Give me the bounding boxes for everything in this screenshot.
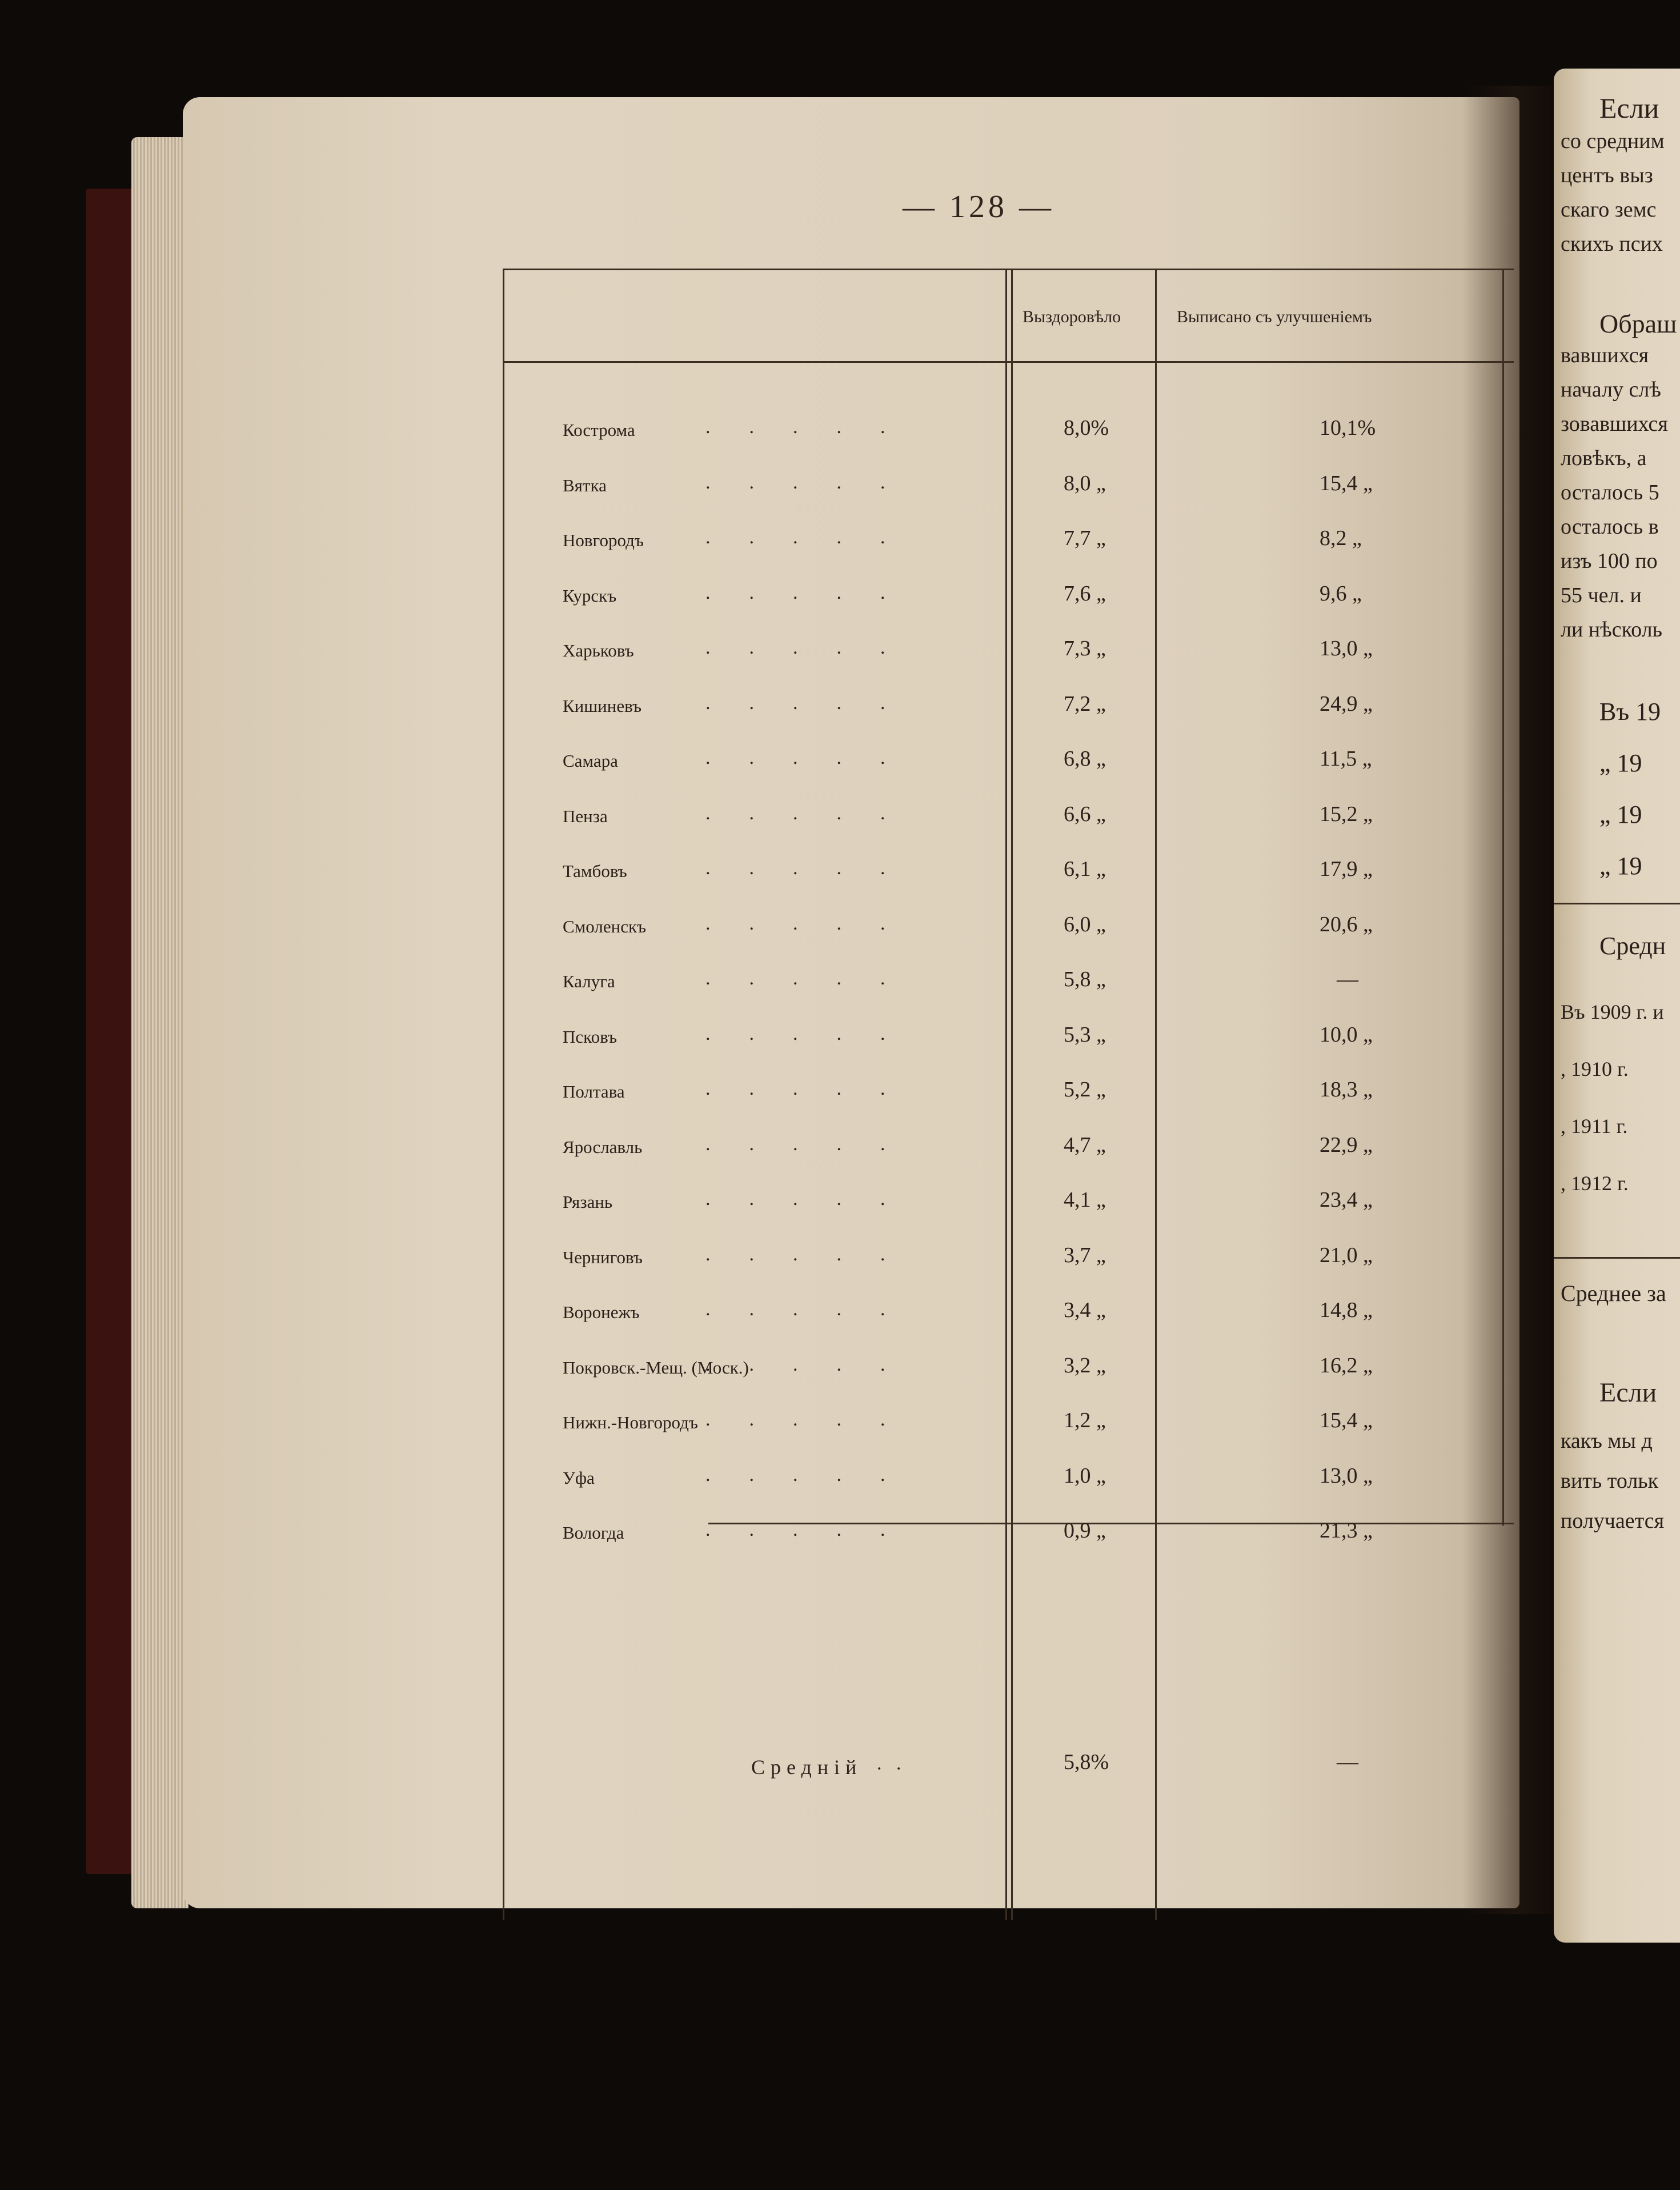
row-improved: 15,2 „ — [1320, 802, 1373, 826]
right-page-line: „ 19 — [1599, 852, 1642, 880]
row-dots: . . . . . — [705, 1354, 885, 1375]
row-recovered: 4,1 „ — [1064, 1188, 1106, 1212]
row-city: Смоленскъ — [563, 916, 647, 936]
right-page-line: скихъ псих — [1561, 232, 1663, 256]
row-dots: . . . . . — [705, 1188, 885, 1210]
row-city: Кишиневъ — [563, 696, 641, 716]
row-improved: 16,2 „ — [1320, 1354, 1373, 1378]
row-recovered: 8,0% — [1064, 416, 1109, 440]
row-city: Воронежъ — [563, 1302, 640, 1322]
row-improved: 15,4 „ — [1320, 471, 1373, 495]
row-improved: 9,6 „ — [1320, 582, 1362, 606]
page-number: — 128 — — [903, 189, 1054, 225]
row-dots: . . . . . — [705, 1464, 885, 1486]
row-improved: 18,3 „ — [1320, 1078, 1373, 1102]
row-city: Ярославль — [563, 1137, 643, 1157]
row-improved: 10,0 „ — [1320, 1023, 1373, 1047]
row-recovered: 6,0 „ — [1064, 912, 1106, 936]
row-improved: 15,4 „ — [1320, 1408, 1373, 1432]
right-page-line: получается — [1561, 1509, 1665, 1533]
header-recovered: Выздоровѣло — [1023, 307, 1121, 326]
right-page — [1554, 69, 1680, 1943]
row-improved: 20,6 „ — [1320, 912, 1373, 936]
right-page-line: центъ выз — [1561, 163, 1653, 187]
row-dots: . . . . . — [705, 637, 885, 658]
row-city: Пенза — [563, 806, 608, 826]
row-recovered: 8,0 „ — [1064, 471, 1106, 495]
right-page-line: осталось в — [1561, 515, 1659, 539]
right-page-line: изъ 100 по — [1561, 549, 1658, 573]
row-dots: . . . . . — [705, 913, 885, 934]
row-city: Новгородъ — [563, 530, 644, 550]
row-dots: . . . . . — [705, 1299, 885, 1320]
row-dots: . . . . . — [705, 1078, 885, 1099]
average-improved: — — [1337, 1750, 1358, 1774]
row-dots: . . . . . — [705, 1023, 885, 1044]
row-improved: 8,2 „ — [1320, 526, 1362, 550]
column-rule-2 — [1155, 269, 1157, 1920]
row-dots: . . . . . — [705, 803, 885, 824]
column-rule-1b — [1011, 269, 1013, 1920]
row-recovered: 7,7 „ — [1064, 526, 1106, 550]
row-city: Нижн.-Новгородъ — [563, 1412, 698, 1432]
row-dots: . . . . . — [705, 1244, 885, 1265]
row-recovered: 3,7 „ — [1064, 1243, 1106, 1267]
row-dots: . . . . . — [705, 472, 885, 493]
right-page-line: Въ 19 — [1599, 698, 1661, 726]
row-improved: — — [1337, 967, 1358, 991]
row-recovered: 7,2 „ — [1064, 692, 1106, 716]
table-right-rule — [1502, 269, 1504, 1526]
row-improved: 10,1% — [1320, 416, 1376, 440]
row-recovered: 6,8 „ — [1064, 747, 1106, 771]
right-page-rule — [1554, 903, 1680, 904]
row-city: Рязань — [563, 1192, 613, 1212]
right-page-line: вавшихся — [1561, 343, 1649, 367]
row-dots: . . . . . — [705, 692, 885, 714]
row-recovered: 1,2 „ — [1064, 1408, 1106, 1432]
row-city: Кострома — [563, 420, 635, 440]
right-page-line: 55 чел. и — [1561, 583, 1642, 607]
page-stack-edge — [131, 137, 189, 1908]
row-improved: 21,0 „ — [1320, 1243, 1373, 1267]
row-recovered: 0,9 „ — [1064, 1519, 1106, 1543]
right-page-line: Обраш — [1599, 309, 1677, 338]
row-recovered: 5,3 „ — [1064, 1023, 1106, 1047]
row-recovered: 3,2 „ — [1064, 1354, 1106, 1378]
row-dots: . . . . . — [705, 858, 885, 879]
right-page-line: вить тольк — [1561, 1469, 1659, 1493]
row-city: Вятка — [563, 475, 607, 495]
right-page-line: „ 19 — [1599, 800, 1642, 828]
right-page-line: зовавшихся — [1561, 412, 1668, 436]
row-city: Калуга — [563, 971, 615, 991]
row-dots: . . . . . — [705, 1409, 885, 1430]
row-recovered: 5,2 „ — [1064, 1078, 1106, 1102]
right-page-line: со средним — [1561, 129, 1665, 153]
row-improved: 13,0 „ — [1320, 1464, 1373, 1488]
row-city: Полтава — [563, 1082, 625, 1102]
right-page-line: ли нѣсколь — [1561, 618, 1662, 642]
right-page-rule — [1554, 1257, 1680, 1259]
row-recovered: 6,6 „ — [1064, 802, 1106, 826]
row-recovered: 7,6 „ — [1064, 582, 1106, 606]
right-page-line: , 1911 г. — [1561, 1115, 1628, 1138]
row-dots: . . . . . — [705, 417, 885, 438]
row-dots: . . . . . — [705, 1134, 885, 1155]
row-improved: 24,9 „ — [1320, 692, 1373, 716]
row-city: Курскъ — [563, 586, 617, 606]
row-dots: . . . . . — [705, 527, 885, 548]
table-left-rule — [503, 269, 504, 1920]
right-page-line: Средн — [1599, 932, 1666, 960]
header-rule — [503, 361, 1514, 363]
row-city: Тамбовъ — [563, 861, 627, 881]
right-page-line: Если — [1599, 92, 1659, 124]
right-page-line: Среднее за — [1561, 1280, 1666, 1306]
row-city: Черниговъ — [563, 1247, 643, 1267]
right-page-line: скаго земс — [1561, 198, 1657, 222]
right-page-line: , 1910 г. — [1561, 1058, 1629, 1080]
right-page-line: осталось 5 — [1561, 481, 1659, 505]
row-city: Уфа — [563, 1468, 595, 1488]
row-city: Псковъ — [563, 1027, 618, 1047]
row-improved: 13,0 „ — [1320, 636, 1373, 660]
book-gutter — [1462, 86, 1554, 1914]
row-improved: 14,8 „ — [1320, 1298, 1373, 1322]
row-city: Вологда — [563, 1523, 624, 1543]
row-dots: . . . . . — [705, 968, 885, 989]
row-recovered: 3,4 „ — [1064, 1298, 1106, 1322]
row-improved: 17,9 „ — [1320, 857, 1373, 881]
header-improved: Выписано съ улучшеніемъ — [1177, 307, 1372, 326]
row-city: Самара — [563, 751, 618, 771]
row-improved: 11,5 „ — [1320, 747, 1372, 771]
column-rule-1a — [1005, 269, 1007, 1920]
row-improved: 23,4 „ — [1320, 1188, 1373, 1212]
row-improved: 22,9 „ — [1320, 1133, 1373, 1157]
row-recovered: 1,0 „ — [1064, 1464, 1106, 1488]
average-dots: . . — [877, 1753, 901, 1774]
row-city: Харьковъ — [563, 640, 634, 660]
row-dots: . . . . . — [705, 747, 885, 768]
right-page-line: началу слѣ — [1561, 378, 1661, 402]
left-page — [183, 97, 1519, 1908]
row-recovered: 7,3 „ — [1064, 636, 1106, 660]
row-improved: 21,3 „ — [1320, 1519, 1373, 1543]
right-page-line: „ 19 — [1599, 749, 1642, 777]
table-top-rule — [503, 269, 1514, 270]
average-label: Средній — [751, 1756, 863, 1779]
row-recovered: 6,1 „ — [1064, 857, 1106, 881]
right-page-line: , 1912 г. — [1561, 1172, 1629, 1195]
right-page-line: Въ 1909 г. и — [1561, 1000, 1664, 1023]
row-recovered: 4,7 „ — [1064, 1133, 1106, 1157]
row-city: Покровск.-Мещ. (Моск.) — [563, 1358, 749, 1378]
right-page-line: ловѣкъ, а — [1561, 446, 1647, 470]
row-recovered: 5,8 „ — [1064, 967, 1106, 991]
right-page-line: какъ мы д — [1561, 1429, 1653, 1453]
row-dots: . . . . . — [705, 1519, 885, 1540]
row-dots: . . . . . — [705, 582, 885, 603]
average-recovered: 5,8% — [1064, 1750, 1109, 1774]
right-page-line: Если — [1599, 1378, 1657, 1408]
